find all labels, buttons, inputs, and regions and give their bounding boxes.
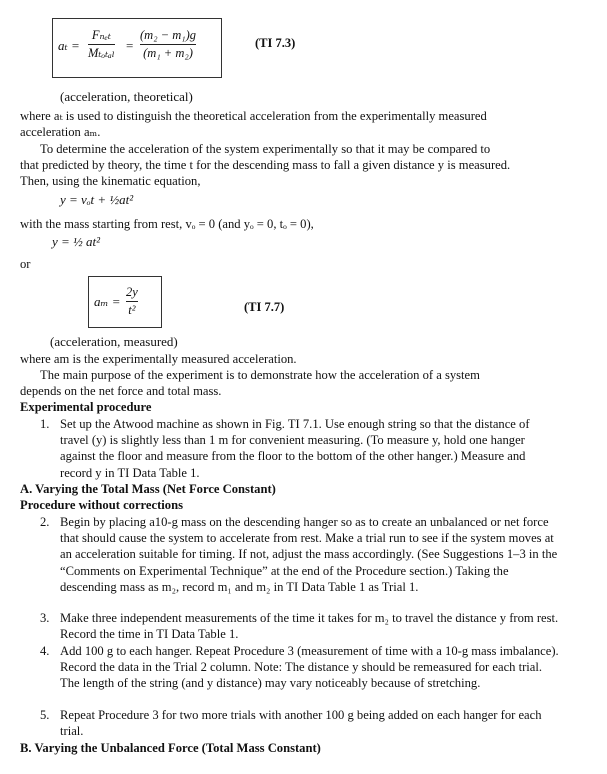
para1-line2: acceleration aₘ. xyxy=(20,125,101,139)
step-number: 3. xyxy=(40,611,50,625)
eq1-caption: (acceleration, theoretical) xyxy=(60,89,193,104)
heading-varying-total-mass: A. Varying the Total Mass (Net Force Constant) xyxy=(20,482,276,496)
eq1-fraction-masses xyxy=(140,28,196,61)
para5-line1: The main purpose of the experiment is to demonstrate how the acceleration of a system xyxy=(40,368,480,382)
eq2-denominator: t² xyxy=(128,303,136,317)
para2-line2: that predicted by theory, the time t for the descending mass to fall a given distance y is measured. xyxy=(20,158,511,172)
eq1-tag: (TI 7.3) xyxy=(255,36,296,50)
eq1-frac1-numerator: Fₙₑₜ xyxy=(91,28,111,42)
heading-procedure-without-corrections: Procedure without corrections xyxy=(20,498,183,512)
step-number: 4. xyxy=(40,644,50,658)
eq1-frac2-numerator: (m₂ − m₁)g xyxy=(140,28,197,42)
step-number: 5. xyxy=(40,708,50,722)
eq1-frac2-denominator: (m₁ + m₂) xyxy=(143,46,193,60)
para4-line: where am is the experimentally measured acceleration. xyxy=(20,352,297,366)
heading-varying-unbalanced-force: B. Varying the Unbalanced Force (Total Mass Constant) xyxy=(20,741,321,755)
step-number: 1. xyxy=(40,417,50,431)
heading-experimental-procedure: Experimental procedure xyxy=(20,400,152,414)
para2-line1: To determine the acceleration of the system experimentally so that it may be compared to xyxy=(40,142,491,156)
eq1-lhs: aₜ = xyxy=(58,38,80,53)
eq1-frac1-denominator: Mₜₒₜₐₗ xyxy=(88,46,115,60)
step-text: Set up the Atwood machine as shown in Fig. TI 7.1. Use enough string so that the distance of travel (y) is slightly less than 1 m for convenient measuring. (To measure y, hold one hanger against the floor and measure from the floor to the bottom of the other hanger.) Measure and record y in TI Data Table 1. xyxy=(60,417,530,480)
para3-line: with the mass starting from rest, vₒ = 0 (and yₒ = 0, tₒ = 0), xyxy=(20,217,314,231)
eq2-fraction xyxy=(126,285,138,318)
fraction-bar xyxy=(88,44,115,45)
kinematic-equation: y = vₒt + ½at² xyxy=(60,192,134,207)
eq2-numerator: 2y xyxy=(126,285,138,299)
eq2-tag: (TI 7.7) xyxy=(244,300,285,314)
fraction-bar xyxy=(140,44,196,45)
kinematic-equation-rest: y = ½ at² xyxy=(52,234,101,249)
step-text: Make three independent measurements of the time it takes for m₂ to travel the distance y from rest. Record the time in TI Data Table 1. xyxy=(60,611,559,642)
step-text: Add 100 g to each hanger. Repeat Procedure 3 (measurement of time with a 10-g mass imbalance). Record the data in the Trial 2 column. Note: The distance y should be remeasured for each trial. The length of the string (and y distance) may vary noticeably because of stretching. xyxy=(60,644,559,691)
eq2-lhs: aₘ = xyxy=(94,294,121,309)
step-text: Begin by placing a10-g mass on the descending hanger so as to create an unbalanced or net force that should cause the system to accelerate from rest. Make a trial run to see if the system moves at an acceleration suitable for timing. If not, adjust the mass accordingly. (See Suggestions 1–3 in the “Comments on Experimental Technique” at the end of the Procedure section.) Taking the descending mass as m₂, record m₁ and m₂ in TI Data Table 1 as Trial 1. xyxy=(60,515,558,594)
eq1-equals: = xyxy=(126,38,134,53)
or-text: or xyxy=(20,257,31,271)
fraction-bar xyxy=(126,301,138,302)
para5-line2: depends on the net force and total mass. xyxy=(20,384,222,398)
eq1-fraction-net-force xyxy=(88,28,115,61)
para2-line3: Then, using the kinematic equation, xyxy=(20,174,201,188)
para1-line1: where aₜ is used to distinguish the theoretical acceleration from the experimentally measured xyxy=(20,109,487,123)
eq2-caption: (acceleration, measured) xyxy=(50,334,178,349)
step-number: 2. xyxy=(40,515,50,529)
step-text: Repeat Procedure 3 for two more trials with another 100 g being added on each hanger for each trial. xyxy=(60,708,542,739)
